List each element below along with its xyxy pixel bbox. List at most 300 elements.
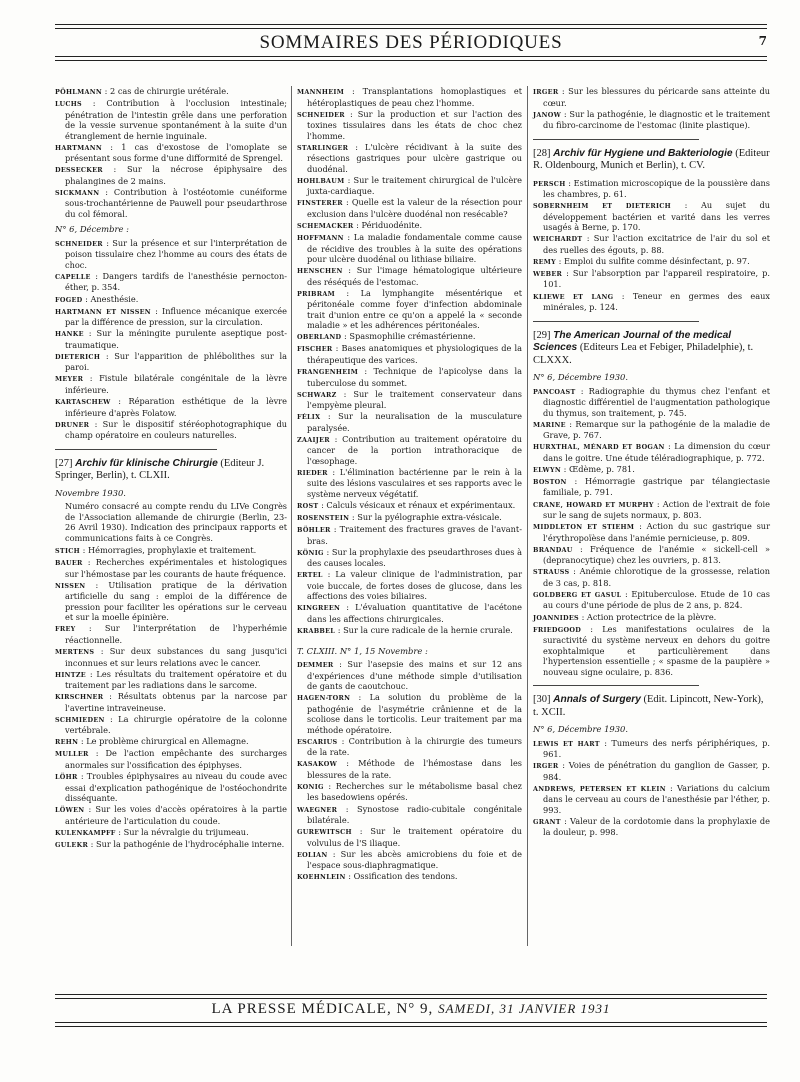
entry-title: : Méthode de l'hémostase dans les blessures de la rate. — [307, 758, 522, 780]
list-item — [297, 625, 522, 637]
entry-author: GRANT — [533, 817, 561, 826]
entry-author: DRUNER — [55, 420, 90, 429]
entry-author: HANKE — [55, 330, 84, 339]
entry-title: : Estimation microscopique de la poussière dans les chambres, p. 61. — [543, 177, 771, 200]
entry-title: : Sur les blessures du péricarde sans atteinte du cœur. — [543, 86, 771, 108]
footer-rule — [55, 1022, 767, 1023]
list-item — [55, 238, 287, 271]
entry-title: : Valeur de la cordotomie dans la prophylaxie de la douleur, p. 998. — [543, 815, 770, 838]
list-item — [533, 499, 770, 521]
entry-title: : Sur la pathogénie, le diagnostic et le traitement du fibro-carcinome de l'estomac (linite plastique). — [543, 108, 770, 131]
entry-author: FRANGENHEIM — [297, 368, 359, 377]
entry-title: : La maladie fondamentale comme cause de récidive des troubles à la suite des opérations pour ulcère duodénal ou lithiase biliaire. — [307, 232, 522, 265]
entry-title: : Teneur en germes des eaux minérales, p. 124. — [543, 290, 770, 313]
journal-publisher: (Editeur R. Oldenbourg, Munich et Berlin), t. CV. — [533, 147, 770, 172]
column-divider — [527, 86, 528, 946]
list-item — [55, 164, 287, 186]
issue-date: Novembre 1930. — [55, 487, 126, 498]
entry-title: : Bases anatomiques et physiologiques de la thérapeutique des varices. — [307, 343, 522, 365]
entry-author: DIETERICH — [55, 352, 101, 361]
list-item — [297, 232, 522, 265]
page-title: SOMMAIRES DES PÉRIODIQUES — [259, 32, 563, 53]
entry-author: KARTASCHEW — [55, 398, 111, 407]
entry-title: : Contribution au traitement opératoire du cancer de la portion intrathoracique de l'œsophage. — [307, 433, 522, 466]
entry-author: CAPELLE — [55, 272, 91, 281]
list-item — [55, 187, 287, 220]
entry-title: : Ossification des tendons. — [348, 871, 458, 882]
entry-title: : Sur l'absorption par l'appareil respiratoire, p. 101. — [543, 267, 770, 290]
journal-number: [30] — [533, 694, 551, 706]
list-item — [55, 839, 287, 851]
list-item — [55, 86, 287, 98]
entry-author: KLIEWE ET LANG — [533, 292, 614, 301]
entry-author: BÖHLER — [297, 526, 331, 535]
list-item — [533, 291, 770, 313]
entry-title: : Fréquence de l'anémie « sickell-cell » (depranocytique) chez les ouvriers, p. 813. — [543, 543, 770, 566]
footer-date: SAMEDI, 31 JANVIER 1931 — [438, 1001, 611, 1016]
list-item — [297, 758, 522, 780]
section-divider — [533, 685, 699, 686]
issue-intro: Numéro consacré au compte rendu du LIVe Congrès de l'Association allemande de chirurgie (Berlin, 23-26 Avril 1930). Indication des principaux rapports et communications faits à ce Congrès. — [65, 501, 287, 543]
entry-title: : La solution du problème de la pathogénie de l'asymétrie crânienne et de la scoliose dans le torticolis. Leur traitement par ma méthode opératoire. — [307, 692, 522, 735]
footer-rule — [55, 1026, 767, 1027]
entry-author: KINGREEN — [297, 604, 341, 613]
entry-title: : Hémorragie gastrique par télangiectasie familiale, p. 791. — [543, 475, 770, 498]
list-item — [297, 602, 522, 624]
list-item — [55, 748, 287, 770]
list-item — [55, 294, 287, 306]
entry-title: : Sur le traitement chirurgical de l'ulcère juxta-cardiaque. — [307, 174, 522, 197]
entry-title: : Sur la méningite purulente aseptique post-traumatique. — [65, 328, 287, 350]
journal-heading — [533, 148, 770, 173]
entry-author: KIRSCHNER — [55, 693, 104, 702]
entry-author: LÖHR — [55, 773, 78, 782]
list-item — [533, 816, 770, 838]
entry-title: : Technique de l'apicolyse dans la tuberculose du sommet. — [307, 366, 522, 388]
list-item — [533, 200, 770, 233]
entry-author: FOGED — [55, 295, 83, 304]
entry-author: SICKMANN — [55, 188, 100, 197]
entry-author: PRIBRAM — [297, 289, 335, 298]
list-item — [533, 760, 770, 782]
list-item — [533, 256, 770, 268]
entry-author: FINSTERER — [297, 199, 343, 208]
entry-author: HARTMANN ET NISSEN — [55, 307, 151, 316]
entry-title: : Sur l'action excitatrice de l'air du sol et des ruelles des égouts, p. 88. — [543, 233, 771, 255]
entry-author: RIEDER — [297, 468, 328, 477]
entry-title: : Les manifestations oculaires de la suractivité du système nerveux en dehors du goitre exophtalmique et particulièrement dans l'hypertension essentielle ; « spasme de la paupière » nouveau signe oculaire, p. 836. — [543, 623, 770, 677]
list-item — [533, 268, 770, 290]
header-rule — [55, 28, 767, 29]
entry-title: : Contribution à l'ostéotomie cunéiforme sous-trochantérienne de Pauwell pour pseudarthrose du col fémoral. — [65, 186, 287, 219]
entry-author: HAGEN-TORN — [297, 694, 351, 703]
journal-publisher: (Editeurs Lea et Febiger, Philadelphie), t. CLXXX. — [533, 342, 754, 366]
column-3 — [533, 86, 770, 838]
journal-publisher: (Editeur J. Springer, Berlin), t. CLXII. — [55, 457, 265, 482]
header-rule — [55, 60, 767, 61]
entry-title: : Sur la neuralisation de la musculature paralysée. — [307, 411, 522, 433]
entry-title: : L'élimination bactérienne par le rein à la suite des lésions vasculaires et ses rapports avec le système nerveux végétatif. — [307, 466, 522, 499]
entry-title: : Action protectrice de la plèvre. — [581, 611, 717, 622]
list-item — [55, 373, 287, 395]
entry-author: IRGER — [533, 88, 559, 96]
header-rule — [55, 56, 767, 57]
list-item — [297, 331, 522, 343]
entry-author: LEWIS ET HART — [533, 739, 600, 748]
entry-author: FREY — [55, 625, 76, 634]
journal-name: Archiv für klinische Chirurgie — [75, 457, 218, 469]
list-item — [55, 827, 287, 839]
entry-author: PERSCH — [533, 179, 566, 188]
entry-title: : Remarque sur la pathogénie de la maladie de Grave, p. 767. — [543, 418, 770, 441]
journal-number: [27] — [55, 457, 73, 469]
list-item — [55, 557, 287, 579]
list-item — [55, 98, 287, 141]
entry-author: PANCOAST — [533, 387, 576, 396]
entry-author: ANDREWS, PETERSEN ET KLEIN — [533, 784, 666, 793]
entry-title: : Sur la névralgie du trijumeau. — [118, 826, 249, 837]
journal-number: [28] — [533, 147, 551, 159]
entry-author: REMY — [533, 257, 557, 266]
entry-author: LÖWEN — [55, 806, 85, 815]
page-number: 7 — [758, 34, 767, 48]
list-item — [297, 175, 522, 197]
list-item — [297, 524, 522, 546]
list-item — [533, 233, 770, 255]
list-item — [297, 871, 522, 883]
list-item — [297, 569, 522, 602]
footer-masthead — [55, 1001, 767, 1018]
entry-author: KOEHNLEIN — [297, 873, 346, 882]
entry-list — [55, 86, 287, 219]
list-item — [297, 343, 522, 365]
entry-list — [533, 86, 770, 131]
entry-title: : Sur le traitement conservateur dans l'empyème pleural. — [307, 388, 522, 411]
entry-author: ZAAIJER — [297, 435, 330, 444]
entry-author: GUREWITSCH — [297, 828, 352, 837]
entry-title: : Traitement des fractures graves de l'avant-bras. — [307, 524, 522, 546]
entry-author: ROSENSTEIN — [297, 514, 350, 523]
column-2 — [297, 86, 522, 883]
entry-title: : Résultats obtenus par la narcose par l'avertine intraveineuse. — [65, 691, 287, 713]
list-item — [55, 142, 287, 164]
list-item — [297, 389, 522, 411]
entry-author: HENSCHEN — [297, 267, 343, 276]
list-item — [297, 826, 522, 848]
entry-title: : Voies de pénétration du ganglion de Gasser, p. 984. — [543, 760, 770, 782]
entry-author: SOBERNHEIM ET DIETERICH — [533, 202, 671, 211]
entry-title: : L'évaluation quantitative de l'acétone dans les affections chirurgicales. — [307, 602, 522, 624]
entry-author: GULEKR — [55, 840, 89, 849]
entry-title: : Dangers tardifs de l'anesthésie pernocton-éther, p. 354. — [65, 270, 287, 293]
entry-author: HOFFMANN — [297, 234, 344, 243]
entry-author: MANNHEIM — [297, 88, 345, 96]
list-item — [55, 669, 287, 691]
entry-author: STARLINGER — [297, 143, 349, 152]
page-header — [55, 22, 767, 64]
page-footer — [55, 994, 767, 1034]
entry-title: : Périduodénite. — [356, 219, 423, 230]
entry-author: STICH — [55, 547, 80, 556]
list-item — [55, 328, 287, 350]
entry-list — [297, 659, 522, 883]
entry-author: GOLDBERG ET GASUL — [533, 590, 622, 599]
journal-name: Annals of Surgery — [553, 694, 641, 706]
entry-author: ESCARIUS — [297, 737, 338, 746]
entry-title: : La chirurgie opératoire de la colonne vertébrale. — [65, 713, 287, 736]
entry-author: HINTZE — [55, 670, 86, 679]
entry-author: FRIEDGOOD — [533, 625, 582, 634]
entry-title: : Au sujet du développement bactérien et varité dans les verres usagés à Berne, p. 170. — [543, 200, 771, 233]
entry-title: : Sur les voies d'accès opératoires à la partie antérieure de l'articulation du coude. — [65, 804, 287, 826]
list-item — [533, 386, 770, 419]
entry-title: : Anémie chlorotique de la grossesse, relation de 3 cas, p. 818. — [543, 566, 770, 588]
entry-author: BRANDAU — [533, 545, 573, 554]
journal-heading — [533, 694, 770, 719]
entry-title: : Epituberculose. Etude de 10 cas au cours d'une période de plus de 2 ans, p. 824. — [543, 588, 771, 611]
entry-author: REHN — [55, 738, 79, 747]
entry-author: SCHMIEDEN — [55, 715, 105, 724]
entry-author: ROST — [297, 502, 319, 510]
list-item — [533, 109, 770, 131]
entry-author: ELWYN — [533, 465, 562, 474]
entry-author: MULLER — [55, 750, 89, 759]
section-divider — [55, 449, 217, 450]
entry-title: : Emploi du sulfite comme désinfectant, p. 97. — [558, 255, 750, 266]
entry-title: : Radiographie du thymus chez l'enfant et diagnostic différentiel de l'augmentation pathologique du thymus, son traitement, p. 745. — [543, 385, 771, 418]
column-1 — [55, 86, 287, 851]
entry-title: : Sur deux substances du sang jusqu'ici inconnues et sur leurs relations avec le cancer. — [65, 646, 288, 668]
entry-title: : Troubles épiphysaires au niveau du coude avec essai d'explication pathogénique de l'ostéochondrite disséquante. — [65, 771, 288, 804]
list-item — [55, 714, 287, 736]
issue-date: T. CLXIII. N° 1, 15 Novembre : — [297, 645, 428, 656]
entry-author: HURXTHAL, MÉNARD ET BOGAN — [533, 443, 665, 452]
entry-author: LUCHS — [55, 100, 82, 109]
entry-author: FÉLIX — [297, 413, 321, 422]
list-item — [55, 736, 287, 748]
entry-author: MEYER — [55, 375, 84, 384]
entry-title: : Transplantations homoplastiques et hétéroplastiques de peau chez l'homme. — [307, 86, 522, 108]
entry-title: : Sur le traitement opératoire du volvulus de l'S iliaque. — [307, 826, 523, 848]
entry-author: MERTENS — [55, 648, 95, 656]
entry-title: : Action de l'extrait de foie sur le sang de sujets normaux, p. 803. — [543, 498, 770, 521]
list-item — [533, 521, 770, 543]
entry-author: BAUER — [55, 559, 83, 568]
entry-title: : Influence mécanique exercée par la différence de pression, sur la circulation. — [65, 305, 288, 328]
list-item — [297, 434, 522, 467]
entry-title: : Sur la cure radicale de la hernie crurale. — [337, 625, 513, 636]
entry-title: : Synostose radio-cubitale congénitale bilatérale. — [307, 803, 522, 826]
entry-author: KONIG — [297, 782, 324, 791]
entry-author: EOLIAN — [297, 850, 328, 859]
entry-list — [55, 545, 287, 850]
entry-title: : Sur l'apparition de phlébolithes sur la paroi. — [65, 350, 287, 373]
list-item — [297, 288, 522, 331]
entry-list — [55, 238, 287, 441]
entry-author: IRGER — [533, 762, 559, 771]
entry-title: : Variations du calcium dans le cerveau au cours de l'anesthésie par l'éther, p. 993. — [543, 782, 770, 815]
list-item — [297, 109, 522, 142]
list-item — [533, 612, 770, 624]
entry-title: : Fistule bilatérale congénitale de la lèvre inférieure. — [65, 373, 287, 395]
entry-author: WEICHARDT — [533, 235, 583, 244]
entry-title: : Contribution à l'occlusion intestinale; pénétration de l'intestin grêle dans une perforation de la vessie survenue spontanément à la suite d'un étranglement de hernie inguinale. — [65, 98, 287, 141]
list-item — [297, 142, 522, 175]
issue-date: N° 6, Décembre 1930. — [533, 724, 629, 735]
entry-author: DEMMER — [297, 661, 334, 670]
entry-title: : Contribution à la chirurgie des tumeurs de la rate. — [307, 735, 522, 758]
entry-author: FISCHER — [297, 345, 333, 354]
entry-title: : Sur la prophylaxie des pseudarthroses dues à des causes locales. — [307, 546, 523, 569]
entry-title: : Action du suc gastrique sur l'érythropoïèse dans l'anémie pernicieuse, p. 809. — [543, 521, 770, 543]
entry-title: : Recherches sur le métabolisme basal chez les basedowiens opérés. — [307, 780, 522, 803]
entry-title: : 1 cas d'exostose de l'omoplate se présentant sous forme d'une difformité de Sprengel. — [65, 141, 287, 164]
list-item — [55, 396, 287, 418]
issue-date: N° 6, Décembre : — [55, 224, 129, 235]
list-item — [55, 271, 287, 293]
entry-author: KULENKAMPFF — [55, 828, 116, 837]
entry-title: : Les résultats du traitement opératoire et du traitement par les radiations dans le sarcome. — [65, 668, 287, 691]
entry-title: : Sur les abcès amicrobiens du foie et de l'espace sous-diaphragmatique. — [307, 848, 523, 871]
entry-author: KÖNIG — [297, 548, 324, 557]
entry-author: WAEGNER — [297, 805, 338, 814]
entry-list — [533, 738, 770, 838]
list-item — [533, 566, 770, 588]
journal-publisher: (Edit. Lipincott, New-York), t. XCII. — [533, 694, 764, 718]
entry-title: : Sur le dispositif stéréophotographique du champ opératoire en couleurs naturelles. — [65, 418, 287, 441]
entry-author: MARINE — [533, 420, 566, 429]
section-divider — [533, 139, 699, 140]
entry-title: : Œdème, p. 781. — [563, 463, 635, 474]
list-item — [297, 736, 522, 758]
footer-title: LA PRESSE MÉDICALE, N° 9, — [211, 1001, 434, 1017]
entry-title: : Sur la pathogénie de l'hydrocéphalie interne. — [90, 838, 285, 849]
list-item — [533, 464, 770, 476]
entry-title: : Anesthésie. — [85, 293, 139, 304]
entry-title: : Sur la pyélographie extra-vésicale. — [351, 512, 502, 523]
list-item — [533, 589, 770, 611]
list-item — [297, 411, 522, 433]
list-item — [297, 265, 522, 287]
entry-title: : L'ulcère récidivant à la suite des résections gastriques pour ulcère gastrique ou duodénal. — [307, 141, 522, 174]
entry-author: SCHNEIDER — [55, 239, 103, 248]
list-item — [55, 580, 287, 623]
entry-title: : Calculs vésicaux et rénaux et expérimentaux. — [321, 500, 516, 510]
entry-title: : Recherches expérimentales et histologiques sur l'hémostase par les courants de haute fréquence. — [65, 557, 287, 579]
list-item — [297, 500, 522, 512]
entry-author: JOANNIDES — [533, 613, 579, 622]
list-item — [533, 476, 770, 498]
list-item — [297, 220, 522, 232]
list-item — [533, 544, 770, 566]
list-item — [533, 624, 770, 678]
list-item — [55, 623, 287, 645]
list-item — [55, 804, 287, 826]
entry-author: SCHNEIDER — [297, 110, 345, 119]
entry-author: PÖHLMANN — [55, 88, 103, 96]
entry-author: OBERLAND — [297, 333, 342, 342]
journal-heading — [533, 330, 770, 368]
list-item — [533, 86, 770, 108]
column-divider — [291, 86, 292, 946]
entry-title: : Sur l'asepsie des mains et sur 12 ans d'expériences d'une méthode simple d'utilisation de gants de caoutchouc. — [307, 659, 522, 692]
entry-author: CRANE, HOWARD ET MURPHY — [533, 500, 654, 509]
list-item — [55, 691, 287, 713]
list-item — [533, 419, 770, 441]
list-item — [297, 512, 522, 524]
entry-author: ERTEL — [297, 571, 323, 580]
list-item — [297, 659, 522, 692]
entry-title: : Sur la nécrose épiphysaire des phalangines de 2 mains. — [65, 164, 287, 186]
list-item — [533, 178, 770, 200]
entry-author: STRAUSS — [533, 568, 570, 577]
list-item — [533, 783, 770, 816]
list-item — [297, 692, 522, 735]
entry-list — [533, 178, 770, 313]
list-item — [297, 547, 522, 569]
entry-list — [297, 86, 522, 637]
list-item — [533, 738, 770, 760]
entry-author: HARTMANN — [55, 143, 103, 152]
entry-title: : Sur la présence et sur l'interprétation de poison tissulaire chez l'homme au cours des états de choc. — [65, 237, 287, 270]
footer-rule — [55, 994, 767, 995]
list-item — [55, 306, 287, 328]
entry-title: : Sur la production et sur l'action des toxines tissulaires dans les états de choc chez l'homme. — [307, 108, 523, 141]
footer-rule — [55, 998, 767, 999]
entry-author: NISSEN — [55, 581, 86, 590]
entry-author: BOSTON — [533, 477, 567, 486]
list-item — [297, 86, 522, 108]
entry-author: SCHWARZ — [297, 390, 337, 399]
list-item — [297, 849, 522, 871]
header-rule — [55, 24, 767, 25]
list-item — [55, 419, 287, 441]
entry-title: : Quelle est la valeur de la résection pour exclusion dans l'ulcère duodénal non resécable? — [307, 197, 522, 219]
journal-name: The American Journal of the medical Sciences — [533, 329, 732, 354]
entry-author: KRABBEL — [297, 627, 336, 636]
entry-title: : Le problème chirurgical en Allemagne. — [80, 736, 249, 747]
entry-title: : Sur l'interprétation de l'hyperhémie réactionnelle. — [65, 623, 287, 645]
entry-author: MIDDLETON ET STIEHM — [533, 523, 635, 532]
entry-author: SCHEMACKER — [297, 221, 354, 230]
list-item — [55, 545, 287, 557]
entry-title: : Utilisation pratique de la dérivation artificielle du sang : emploi de la différence de pression pour faciliter les opérations sur le cerveau et sur la moelle épinière. — [65, 579, 287, 623]
journal-name: Archiv für Hygiene und Bakteriologie — [553, 147, 733, 159]
entry-title: : Tumeurs des nerfs périphériques, p. 961. — [543, 737, 771, 760]
list-item — [297, 804, 522, 826]
issue-date: N° 6, Décembre 1930. — [533, 372, 629, 383]
entry-title: : Sur l'image hématologique ultérieure des réséqués de l'estomac. — [307, 265, 522, 287]
entry-title: : 2 cas de chirurgie urétérale. — [104, 86, 229, 96]
journal-number: [29] — [533, 329, 551, 341]
entry-author: DESSECKER — [55, 166, 103, 175]
list-item — [533, 441, 770, 463]
list-item — [297, 366, 522, 388]
entry-title: : De l'action empêchante des surcharges anormales sur l'ossification des épiphyses. — [65, 748, 288, 770]
entry-author: WEBER — [533, 269, 563, 278]
list-item — [297, 781, 522, 803]
entry-title: : La dimension du cœur dans le goitre. Une étude téléradiographique, p. 772. — [543, 441, 770, 463]
journal-heading — [55, 458, 287, 483]
list-item — [55, 646, 287, 668]
entry-author: KASAKOW — [297, 760, 338, 769]
list-item — [55, 771, 287, 804]
entry-title: : Spasmophilie crémastérienne. — [344, 331, 476, 342]
list-item — [297, 467, 522, 500]
entry-title: : Réparation esthétique de la lèvre inférieure d'après Folatow. — [65, 396, 287, 418]
list-item — [55, 351, 287, 373]
entry-title: : La valeur clinique de l'administration, par voie buccale, de fortes doses de glucose, dans les affections des voies biliaires. — [307, 569, 522, 602]
